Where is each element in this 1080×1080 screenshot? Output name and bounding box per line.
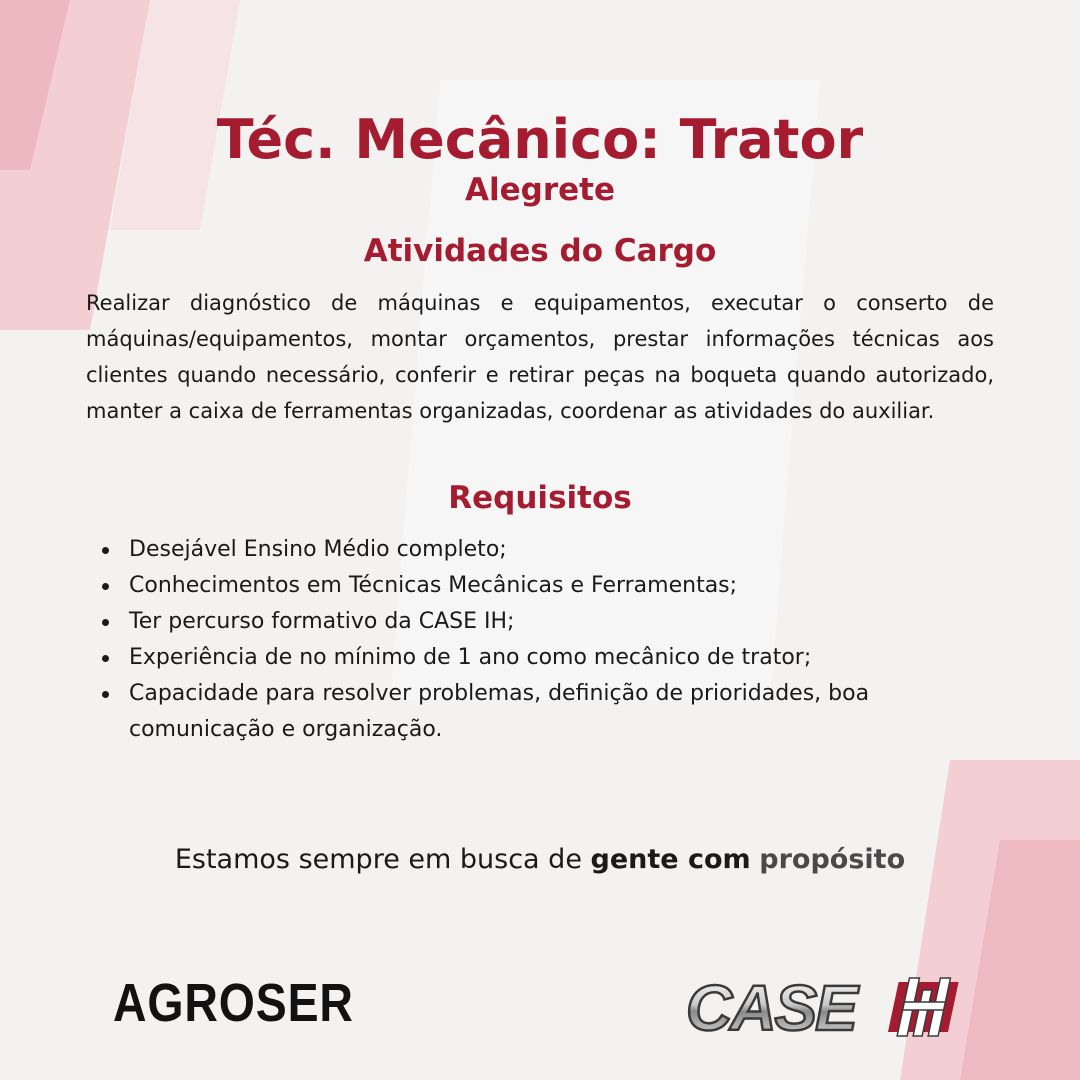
requirements-heading: Requisitos bbox=[448, 480, 632, 516]
list-item: Capacidade para resolver problemas, definição de prioridades, boa comunicação e organização. bbox=[102, 676, 982, 748]
list-item: Experiência de no mínimo de 1 ano como mecânico de trator; bbox=[102, 640, 982, 676]
slogan bbox=[0, 840, 1080, 880]
agroser-logo: AGROSER bbox=[113, 973, 354, 1033]
slogan-bold: gente com bbox=[590, 844, 751, 875]
job-title: Téc. Mecânico: Trator bbox=[216, 108, 864, 171]
list-item: Desejável Ensino Médio completo; bbox=[102, 532, 982, 568]
activities-description: Realizar diagnóstico de máquinas e equipamentos, executar o conserto de máquinas/equipamentos, montar orçamentos, prestar informações técnicas aos clientes quando necessário, conferir e retirar peças na boqueta quando autorizado, manter a caixa de ferramentas organizadas, coordenar as atividades do auxiliar. bbox=[86, 291, 994, 423]
requirements-list bbox=[102, 532, 982, 748]
case-ih-logo bbox=[680, 966, 970, 1046]
job-location: Alegrete bbox=[465, 172, 615, 208]
slogan-bold-grey: propósito bbox=[759, 844, 906, 875]
list-item: Conhecimentos em Técnicas Mecânicas e Ferramentas; bbox=[102, 568, 982, 604]
svg-text:CASE: CASE bbox=[686, 972, 856, 1044]
slogan-prefix: Estamos sempre em busca de bbox=[174, 844, 591, 875]
activities-heading: Atividades do Cargo bbox=[363, 233, 717, 269]
list-item: Ter percurso formativo da CASE IH; bbox=[102, 604, 982, 640]
